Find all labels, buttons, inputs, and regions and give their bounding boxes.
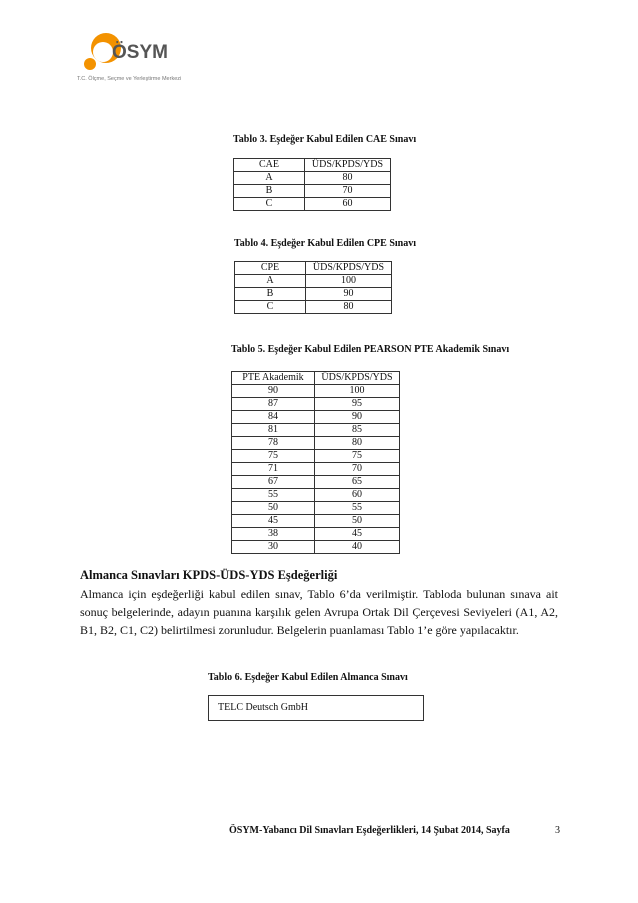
table-cell: 100 bbox=[315, 385, 400, 398]
table-cell: 60 bbox=[305, 198, 391, 211]
table-cell: B bbox=[235, 288, 306, 301]
osym-logo-mark bbox=[72, 30, 212, 78]
table-cell: 38 bbox=[232, 528, 315, 541]
table-row bbox=[232, 502, 400, 515]
table-cell: 45 bbox=[232, 515, 315, 528]
table-cell: 75 bbox=[315, 450, 400, 463]
table-cell: 65 bbox=[315, 476, 400, 489]
table-header-row bbox=[234, 159, 391, 172]
table-cell: 80 bbox=[315, 437, 400, 450]
table-cell: C bbox=[235, 301, 306, 314]
logo-white-circle bbox=[93, 42, 113, 62]
table-header-cell: CAE bbox=[234, 159, 305, 172]
table-header-cell: ÜDS/KPDS/YDS bbox=[315, 372, 400, 385]
table-cell: 50 bbox=[232, 502, 315, 515]
table-row bbox=[232, 541, 400, 554]
logo-small-circle bbox=[84, 58, 96, 70]
table5 bbox=[231, 371, 400, 554]
table-cell: 84 bbox=[232, 411, 315, 424]
table-cell: 75 bbox=[232, 450, 315, 463]
table-row bbox=[232, 463, 400, 476]
table-cell: 81 bbox=[232, 424, 315, 437]
table-cell: A bbox=[234, 172, 305, 185]
table-cell: 40 bbox=[315, 541, 400, 554]
table5-caption: Tablo 5. Eşdeğer Kabul Edilen PEARSON PTE Akademik Sınavı bbox=[231, 344, 510, 355]
table-cell: 90 bbox=[232, 385, 315, 398]
osym-logo bbox=[72, 30, 212, 92]
section-paragraph: Almanca için eşdeğerliği kabul edilen sınav, Tablo 6’da verilmiştir. Tabloda bulunan sınava ait sonuç belgelerinde, adayın puanına karşılık gelen Avrupa Ortak Dil Çerçevesi Seviyeleri (A1, A2, B1, B2, C1, C2) belirtilmesi zorunludur. Belgelerin puanlaması Tablo 1’e göre yapılacaktır. bbox=[80, 587, 558, 637]
table-row bbox=[232, 476, 400, 489]
table-row bbox=[235, 288, 392, 301]
logo-text: ÖSYM bbox=[112, 42, 168, 63]
table4 bbox=[234, 261, 392, 314]
table-cell: 55 bbox=[315, 502, 400, 515]
table-cell: 55 bbox=[232, 489, 315, 502]
table-row bbox=[232, 489, 400, 502]
table-cell: 78 bbox=[232, 437, 315, 450]
table-header-cell: PTE Akademik bbox=[232, 372, 315, 385]
section-heading: Almanca Sınavları KPDS-ÜDS-YDS Eşdeğerliği bbox=[80, 568, 338, 582]
table-header-cell: ÜDS/KPDS/YDS bbox=[306, 262, 392, 275]
table3 bbox=[233, 158, 391, 211]
table-row bbox=[232, 515, 400, 528]
table-cell: 30 bbox=[232, 541, 315, 554]
table-cell: 60 bbox=[315, 489, 400, 502]
table-row bbox=[232, 424, 400, 437]
table-cell: 71 bbox=[232, 463, 315, 476]
table-cell: 80 bbox=[305, 172, 391, 185]
table6-caption: Tablo 6. Eşdeğer Kabul Edilen Almanca Sınavı bbox=[208, 672, 408, 683]
table-cell: 70 bbox=[305, 185, 391, 198]
table-cell: 70 bbox=[315, 463, 400, 476]
table-cell: A bbox=[235, 275, 306, 288]
table-cell: 85 bbox=[315, 424, 400, 437]
table-row bbox=[232, 385, 400, 398]
table6-entry: TELC Deutsch GmbH bbox=[208, 695, 424, 721]
table-cell: C bbox=[234, 198, 305, 211]
table-row bbox=[234, 185, 391, 198]
table-row bbox=[232, 450, 400, 463]
table-header-row bbox=[232, 372, 400, 385]
table4-caption: Tablo 4. Eşdeğer Kabul Edilen CPE Sınavı bbox=[234, 238, 416, 249]
table-row bbox=[232, 528, 400, 541]
table3-caption: Tablo 3. Eşdeğer Kabul Edilen CAE Sınavı bbox=[233, 134, 417, 145]
table-cell: 67 bbox=[232, 476, 315, 489]
table-row bbox=[235, 301, 392, 314]
table-cell: 95 bbox=[315, 398, 400, 411]
table-cell: 90 bbox=[306, 288, 392, 301]
table-header-cell: CPE bbox=[235, 262, 306, 275]
table-row bbox=[234, 172, 391, 185]
table-header-row bbox=[235, 262, 392, 275]
table-row bbox=[232, 398, 400, 411]
table-cell: 90 bbox=[315, 411, 400, 424]
table-row bbox=[234, 198, 391, 211]
page-number: 3 bbox=[555, 825, 560, 836]
table-cell: 80 bbox=[306, 301, 392, 314]
table-cell: 87 bbox=[232, 398, 315, 411]
table-cell: 100 bbox=[306, 275, 392, 288]
page-footer: ÖSYM-Yabancı Dil Sınavları Eşdeğerlikleri, 14 Şubat 2014, Sayfa bbox=[229, 825, 510, 836]
table-header-cell: ÜDS/KPDS/YDS bbox=[305, 159, 391, 172]
table-row bbox=[232, 411, 400, 424]
table-row bbox=[232, 437, 400, 450]
table-cell: 45 bbox=[315, 528, 400, 541]
table-cell: 50 bbox=[315, 515, 400, 528]
table-cell: B bbox=[234, 185, 305, 198]
logo-subtitle: T.C. Ölçme, Seçme ve Yerleştirme Merkezi bbox=[77, 76, 182, 82]
table-row bbox=[235, 275, 392, 288]
